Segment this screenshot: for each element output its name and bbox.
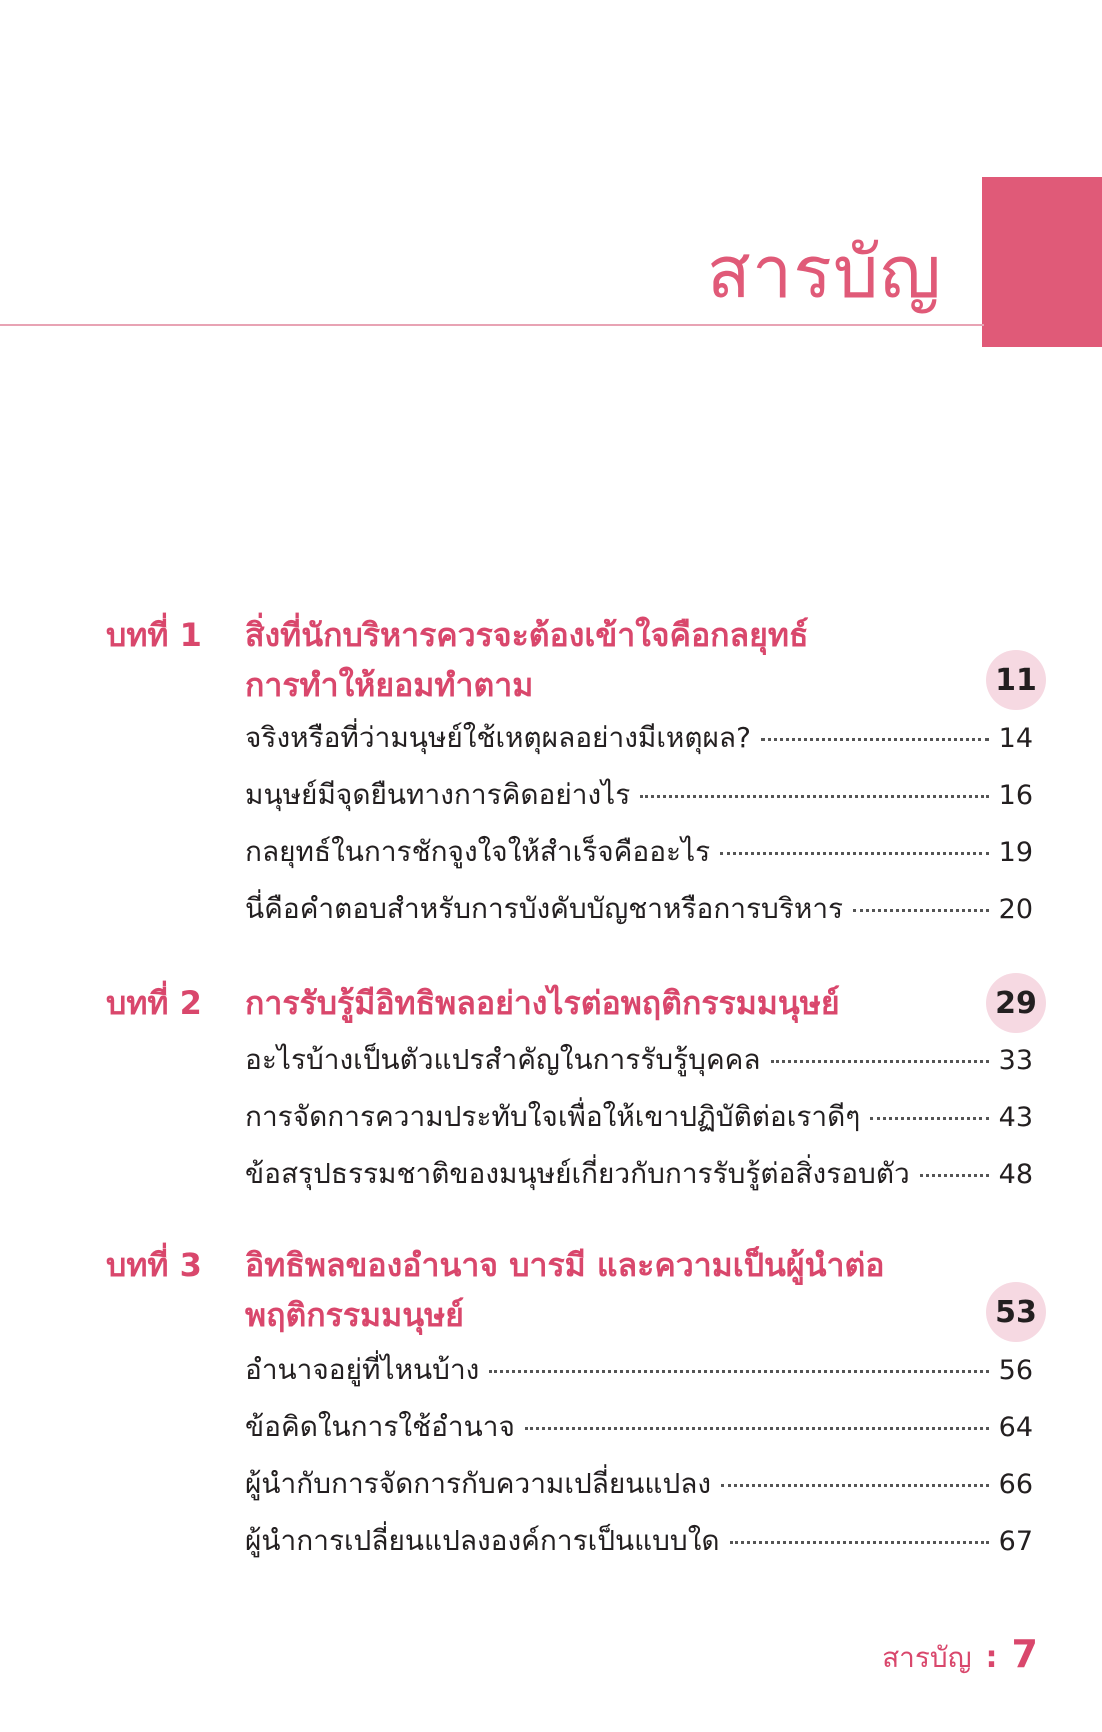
entry-page: 43 <box>998 1102 1033 1133</box>
chapter-label: บทที่ 3 <box>106 1246 202 1284</box>
entry-page: 67 <box>998 1526 1033 1557</box>
entry-page: 48 <box>998 1159 1033 1190</box>
chapter-title-line: สิ่งที่นักบริหารควรจะต้องเข้าใจคือกลยุทธ์ <box>245 616 809 654</box>
chapter-page-badge[interactable]: 53 <box>986 1282 1046 1342</box>
page-number: 7 <box>1011 1632 1038 1676</box>
chapter-title-line: การทำให้ยอมทำตาม <box>245 666 534 704</box>
entry-title: การจัดการความประทับใจเพื่อให้เขาปฏิบัติต่อเราดีๆ <box>245 1100 861 1133</box>
toc-entry[interactable] <box>245 1097 1033 1138</box>
footer-separator: : <box>985 1640 998 1675</box>
page-title: สารบัญ <box>706 230 942 314</box>
entry-title: กลยุทธ์ในการชักจูงใจให้สำเร็จคืออะไร <box>245 835 711 868</box>
dot-leader <box>771 1060 989 1063</box>
entry-page: 56 <box>998 1355 1033 1386</box>
toc-entry[interactable] <box>245 1407 1033 1448</box>
chapter-title-line: พฤติกรรมมนุษย์ <box>245 1296 464 1334</box>
chapter-title-line: อิทธิพลของอำนาจ บารมี และความเป็นผู้นำต่อ <box>245 1246 885 1284</box>
entry-title: ข้อสรุปธรรมชาติของมนุษย์เกี่ยวกับการรับรู้ต่อสิ่งรอบตัว <box>245 1157 910 1190</box>
chapter-label: บทที่ 2 <box>106 984 202 1022</box>
entry-page: 66 <box>998 1469 1033 1500</box>
toc-entry[interactable] <box>245 1040 1033 1081</box>
chapter-label: บทที่ 1 <box>106 616 202 654</box>
dot-leader <box>525 1427 989 1430</box>
entry-title: ผู้นำกับการจัดการกับความเปลี่ยนแปลง <box>245 1467 712 1500</box>
entry-title: ผู้นำการเปลี่ยนแปลงองค์การเป็นแบบใด <box>245 1524 720 1557</box>
entry-page: 33 <box>998 1045 1033 1076</box>
entry-title: มนุษย์มีจุดยืนทางการคิดอย่างไร <box>245 778 631 811</box>
dot-leader <box>640 795 988 798</box>
toc-entry[interactable] <box>245 775 1033 816</box>
toc-entry[interactable] <box>245 1464 1033 1505</box>
entry-page: 16 <box>998 780 1033 811</box>
dot-leader <box>730 1541 989 1544</box>
entry-page: 19 <box>998 837 1033 868</box>
dot-leader <box>870 1117 988 1120</box>
header-divider <box>0 324 984 326</box>
dot-leader <box>489 1370 988 1373</box>
chapter-title-line: การรับรู้มีอิทธิพลอย่างไรต่อพฤติกรรมมนุษย์ <box>245 984 840 1022</box>
chapter-page-badge[interactable]: 11 <box>986 650 1046 710</box>
chapter-title <box>245 610 985 710</box>
entry-title: นี่คือคำตอบสำหรับการบังคับบัญชาหรือการบริหาร <box>245 892 844 925</box>
toc-entry[interactable] <box>245 1521 1033 1562</box>
toc-entry[interactable] <box>245 1350 1033 1391</box>
toc-entry[interactable] <box>245 1154 1033 1195</box>
corner-accent-block <box>982 177 1102 347</box>
dot-leader <box>853 909 989 912</box>
footer-section-label: สารบัญ <box>882 1641 972 1674</box>
page-footer <box>882 1632 1038 1680</box>
dot-leader <box>720 852 988 855</box>
toc-entry[interactable] <box>245 718 1033 759</box>
entry-title: อะไรบ้างเป็นตัวแปรสำคัญในการรับรู้บุคคล <box>245 1043 761 1076</box>
chapter-title <box>245 978 985 1028</box>
entry-page: 64 <box>998 1412 1033 1443</box>
entry-title: จริงหรือที่ว่ามนุษย์ใช้เหตุผลอย่างมีเหตุผล? <box>245 721 751 754</box>
entry-page: 20 <box>998 894 1033 925</box>
dot-leader <box>920 1174 989 1177</box>
entry-title: ข้อคิดในการใช้อำนาจ <box>245 1410 515 1443</box>
dot-leader <box>721 1484 989 1487</box>
entry-title: อำนาจอยู่ที่ไหนบ้าง <box>245 1353 480 1386</box>
chapter-page-badge[interactable]: 29 <box>986 973 1046 1033</box>
dot-leader <box>761 738 989 741</box>
toc-entry[interactable] <box>245 889 1033 930</box>
chapter-title <box>245 1240 985 1340</box>
toc-entry[interactable] <box>245 832 1033 873</box>
entry-page: 14 <box>998 723 1033 754</box>
